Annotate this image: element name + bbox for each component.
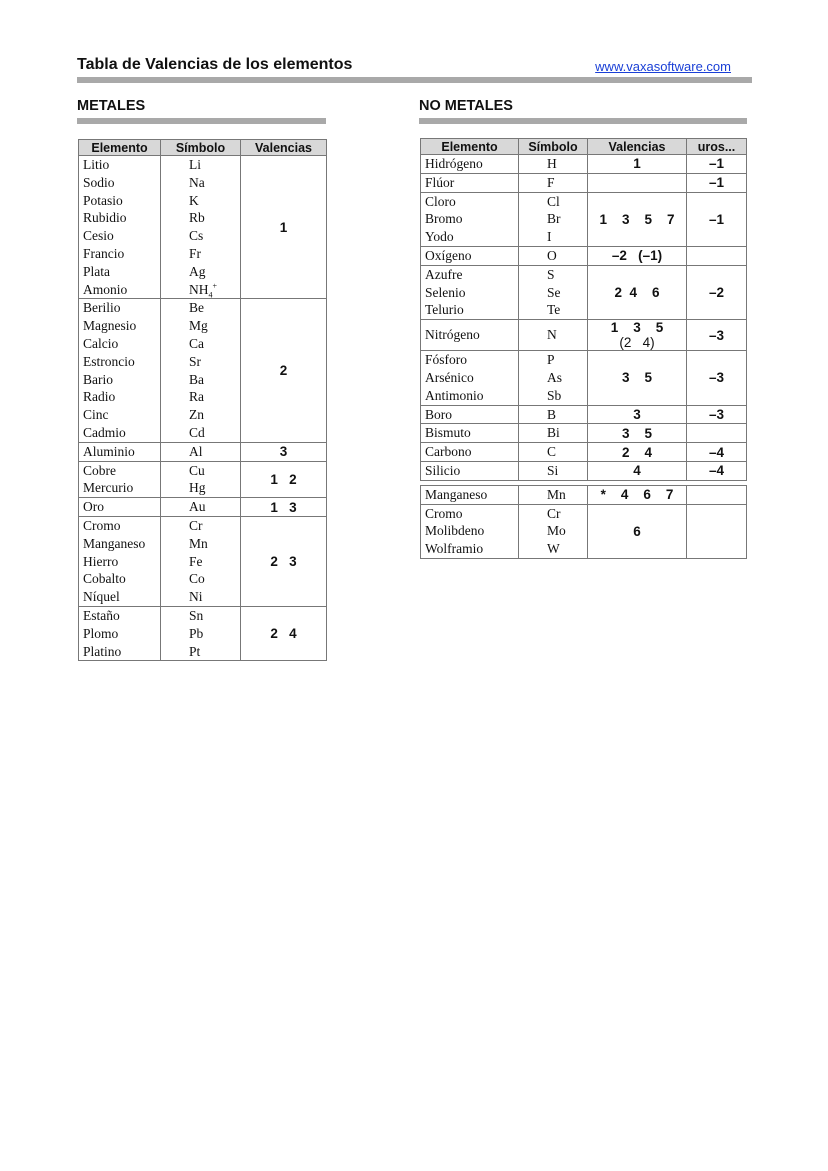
- element-symbol: Se: [547, 284, 561, 300]
- valencias-cell: [588, 461, 687, 480]
- element-name: Fósforo: [425, 352, 468, 368]
- element-symbols-cell: [161, 516, 241, 606]
- element-symbol: Ca: [189, 335, 204, 351]
- element-symbol: K: [189, 192, 199, 208]
- valencias-value: 2 4 6: [614, 284, 660, 300]
- valencias-value: 3 5: [621, 425, 653, 441]
- element-name: Hierro: [83, 553, 119, 569]
- element-symbols-cell: [519, 504, 588, 558]
- element-names-cell: [79, 442, 161, 461]
- element-symbol: Bi: [547, 425, 560, 441]
- valencias-value: * 4 6 7: [600, 487, 674, 503]
- element-symbol: Cu: [189, 462, 205, 478]
- element-name: Yodo: [425, 229, 454, 245]
- element-symbol: As: [547, 369, 563, 385]
- column-header: Valencias: [241, 140, 327, 156]
- element-symbol: Si: [547, 462, 559, 478]
- valencias-value: 1 3: [270, 499, 297, 515]
- element-names-cell: [79, 156, 161, 299]
- element-name: Cobalto: [83, 571, 126, 587]
- element-name: Plata: [83, 263, 110, 279]
- element-symbol: Fe: [189, 553, 203, 569]
- element-symbol: B: [547, 406, 557, 422]
- negative-valence-cell: –2: [687, 265, 747, 319]
- element-names-cell: [79, 461, 161, 498]
- element-name: Magnesio: [83, 318, 137, 334]
- valencias-cell: [588, 405, 687, 424]
- element-symbol: H: [547, 156, 557, 171]
- element-name: Molibdeno: [425, 523, 485, 539]
- element-name: Cromo: [83, 517, 121, 533]
- element-symbol: Sr: [189, 353, 202, 369]
- valencias-value: 2 4: [621, 444, 653, 460]
- table-row: [79, 299, 327, 442]
- element-symbol: Rb: [189, 210, 205, 226]
- element-name: Flúor: [425, 174, 455, 190]
- element-symbol: Sn: [189, 607, 204, 623]
- element-symbol: Sb: [547, 387, 562, 403]
- element-name: Oro: [83, 499, 104, 515]
- element-names-cell: [79, 516, 161, 606]
- negative-valence-cell: [687, 485, 747, 504]
- element-symbol: Zn: [189, 407, 204, 423]
- table-row: [421, 405, 747, 424]
- table-row: [421, 424, 747, 443]
- element-names-cell: [421, 424, 519, 443]
- element-name: Azufre: [425, 266, 463, 282]
- valencias-value: 3: [279, 444, 288, 460]
- negative-valence-cell: –1: [687, 192, 747, 246]
- column-header: Valencias: [588, 139, 687, 155]
- element-name: Oxígeno: [425, 247, 472, 263]
- table-row: [421, 173, 747, 192]
- valencias-cell: [588, 155, 687, 174]
- element-name: Selenio: [425, 284, 466, 300]
- element-symbols-cell: [519, 405, 588, 424]
- element-symbols-cell: [161, 299, 241, 442]
- no-metales-rule: [419, 118, 747, 124]
- table-row: [79, 461, 327, 498]
- element-name: Hidrógeno: [425, 156, 483, 171]
- element-symbol: Co: [189, 571, 205, 587]
- element-names-cell: [421, 265, 519, 319]
- valencias-cell: [588, 246, 687, 265]
- element-name: Aluminio: [83, 443, 135, 459]
- negative-valence-cell: –3: [687, 405, 747, 424]
- element-symbol: Mn: [189, 535, 208, 551]
- element-symbols-cell: [519, 351, 588, 405]
- valencias-cell: [588, 351, 687, 405]
- valencias-cell: [241, 156, 327, 299]
- ammonium-subscript: 4: [208, 290, 213, 300]
- element-name: Mercurio: [83, 480, 134, 496]
- element-name: Platino: [83, 643, 122, 659]
- element-symbols-cell: [519, 192, 588, 246]
- element-symbol: Ag: [189, 263, 206, 279]
- element-name: Estroncio: [83, 353, 135, 369]
- valencias-cell: [241, 606, 327, 660]
- valencias-cell: [241, 516, 327, 606]
- element-symbol: Cr: [189, 517, 203, 533]
- element-name: Cesio: [83, 228, 114, 244]
- element-name: Silicio: [425, 462, 461, 478]
- element-symbols-cell: [519, 246, 588, 265]
- element-name: Nitrógeno: [425, 327, 480, 343]
- element-symbol: Na: [189, 174, 205, 190]
- valencias-cell: [588, 173, 687, 192]
- element-symbol: Au: [189, 499, 206, 515]
- element-name: Cinc: [83, 407, 109, 423]
- element-symbol: Mo: [547, 523, 566, 539]
- element-name: Bromo: [425, 211, 463, 227]
- header-rule: [77, 77, 752, 83]
- element-names-cell: [421, 320, 519, 351]
- valencias-value: 3: [633, 406, 641, 422]
- element-names-cell: [421, 192, 519, 246]
- element-symbol: Be: [189, 300, 204, 316]
- valencias-value-secondary: (2 4): [619, 335, 655, 351]
- valencias-value: 1: [633, 156, 641, 172]
- element-symbol: Pt: [189, 643, 201, 659]
- negative-valence-cell: –3: [687, 320, 747, 351]
- element-symbol: Br: [547, 211, 561, 227]
- element-symbol: P: [547, 352, 555, 368]
- element-name: Wolframio: [425, 541, 484, 557]
- element-names-cell: [79, 299, 161, 442]
- valencias-value: 4: [633, 463, 641, 479]
- website-link[interactable]: www.vaxasoftware.com: [595, 59, 731, 74]
- ammonium-superscript: +: [212, 281, 218, 291]
- valencias-value: –2 (–1): [611, 248, 663, 264]
- element-symbol: Ba: [189, 371, 204, 387]
- table-row: [421, 265, 747, 319]
- valencias-value: 1 3 5: [610, 320, 664, 336]
- element-name: Calcio: [83, 335, 119, 351]
- element-name: Cadmio: [83, 424, 126, 440]
- element-symbol: Cd: [189, 424, 205, 440]
- element-symbols-cell: [161, 606, 241, 660]
- element-symbols-cell: [161, 498, 241, 517]
- element-name: Bario: [83, 371, 113, 387]
- element-name: Níquel: [83, 589, 120, 605]
- table-header-row: [421, 139, 747, 155]
- element-names-cell: [421, 405, 519, 424]
- negative-valence-cell: [687, 424, 747, 443]
- page-title: Tabla de Valencias de los elementos: [77, 56, 353, 73]
- element-names-cell: [421, 504, 519, 558]
- element-name: Cromo: [425, 505, 463, 521]
- element-symbols-cell: [519, 265, 588, 319]
- element-symbol: Mg: [189, 318, 208, 334]
- element-symbol: Te: [547, 302, 561, 318]
- element-name: Cobre: [83, 462, 116, 478]
- element-name: Potasio: [83, 192, 123, 208]
- element-symbol: Fr: [189, 245, 202, 261]
- element-name: Sodio: [83, 174, 115, 190]
- valencias-value: 6: [633, 523, 641, 539]
- element-names-cell: [421, 485, 519, 504]
- table-row: [421, 461, 747, 480]
- element-names-cell: [421, 246, 519, 265]
- element-symbols-cell: [161, 156, 241, 299]
- element-name: Radio: [83, 389, 116, 405]
- element-names-cell: [421, 155, 519, 174]
- table-row: [421, 485, 747, 504]
- negative-valence-cell: –4: [687, 461, 747, 480]
- valencias-cell: [241, 442, 327, 461]
- element-symbols-cell: [519, 155, 588, 174]
- element-name: Estaño: [83, 607, 120, 623]
- element-symbol: Li: [189, 157, 201, 172]
- valencias-value: 1 2: [270, 471, 297, 487]
- no-metales-title: NO METALES: [419, 98, 513, 114]
- table-row: [421, 192, 747, 246]
- element-names-cell: [79, 606, 161, 660]
- valencias-cell: [588, 504, 687, 558]
- column-header: Elemento: [421, 139, 519, 155]
- negative-valence-cell: –3: [687, 351, 747, 405]
- element-symbols-cell: [161, 442, 241, 461]
- element-names-cell: [421, 173, 519, 192]
- valencias-cell: [588, 443, 687, 462]
- table-row: [421, 246, 747, 265]
- element-symbols-cell: [519, 485, 588, 504]
- table-row: [421, 443, 747, 462]
- element-name: Manganeso: [425, 486, 488, 502]
- column-header: uros...: [687, 139, 747, 155]
- element-symbol: Ni: [189, 589, 203, 605]
- column-header: Símbolo: [519, 139, 588, 155]
- element-name: Berilio: [83, 300, 121, 316]
- table-row: [79, 442, 327, 461]
- element-symbol: Pb: [189, 625, 204, 641]
- table-row: [79, 156, 327, 299]
- element-symbols-cell: [519, 173, 588, 192]
- element-symbol: $NH_4^+$: [189, 281, 218, 300]
- element-name: Arsénico: [425, 369, 474, 385]
- element-name: Plomo: [83, 625, 119, 641]
- table-row: [421, 155, 747, 174]
- negative-valence-cell: [687, 246, 747, 265]
- valencias-cell: [588, 485, 687, 504]
- table-header-row: [79, 140, 327, 156]
- table-row: [421, 351, 747, 405]
- element-symbols-cell: [519, 443, 588, 462]
- negative-valence-cell: –4: [687, 443, 747, 462]
- no-metales-table: [420, 138, 747, 559]
- element-names-cell: [421, 351, 519, 405]
- element-name: Bismuto: [425, 425, 471, 441]
- element-symbol: I: [547, 229, 552, 245]
- element-symbols-cell: [519, 424, 588, 443]
- element-symbol: O: [547, 247, 557, 263]
- element-symbol: Cs: [189, 228, 204, 244]
- element-symbols-cell: [519, 461, 588, 480]
- valencias-value: 1 3 5 7: [599, 211, 675, 227]
- negative-valence-cell: [687, 504, 747, 558]
- element-name: Litio: [83, 157, 110, 172]
- element-symbol: Ra: [189, 389, 204, 405]
- element-names-cell: [421, 443, 519, 462]
- element-name: Boro: [425, 406, 452, 422]
- valencias-value: 1: [279, 219, 288, 235]
- element-names-cell: [79, 498, 161, 517]
- table-row: [421, 320, 747, 351]
- element-name: Manganeso: [83, 535, 146, 551]
- table-row: [79, 516, 327, 606]
- negative-valence-cell: –1: [687, 173, 747, 192]
- table-row: [421, 504, 747, 558]
- column-header: Símbolo: [161, 140, 241, 156]
- valencias-value: 2 3: [270, 553, 297, 569]
- valencias-cell: [588, 192, 687, 246]
- element-symbol: Hg: [189, 480, 206, 496]
- element-name: Amonio: [83, 281, 128, 297]
- element-symbol: Al: [189, 443, 203, 459]
- element-symbol: N: [547, 327, 557, 343]
- element-symbols-cell: [519, 320, 588, 351]
- element-name: Francio: [83, 245, 125, 261]
- valencias-cell: [588, 320, 687, 351]
- element-symbol: F: [547, 174, 555, 190]
- element-name: Rubidio: [83, 210, 127, 226]
- valencias-value: 2: [279, 363, 288, 379]
- valencias-value: 3 5: [621, 370, 653, 386]
- element-symbol: C: [547, 444, 557, 460]
- table-row: [79, 606, 327, 660]
- element-name: Antimonio: [425, 387, 484, 403]
- negative-valence-cell: –1: [687, 155, 747, 174]
- table-row: [79, 498, 327, 517]
- valencias-cell: [241, 299, 327, 442]
- metales-rule: [77, 118, 326, 124]
- element-symbol: W: [547, 541, 560, 557]
- valencias-value: 2 4: [270, 626, 297, 642]
- element-symbol: Cl: [547, 193, 560, 209]
- element-names-cell: [421, 461, 519, 480]
- metales-title: METALES: [77, 98, 146, 114]
- element-symbols-cell: [161, 461, 241, 498]
- element-name: Telurio: [425, 302, 464, 318]
- element-name: Carbono: [425, 444, 472, 460]
- element-symbol: S: [547, 266, 555, 282]
- element-name: Cloro: [425, 193, 456, 209]
- metales-table: [78, 139, 327, 661]
- element-symbol: Mn: [547, 486, 566, 502]
- element-symbol: Cr: [547, 505, 561, 521]
- valencias-cell: [241, 461, 327, 498]
- column-header: Elemento: [79, 140, 161, 156]
- valencias-cell: [241, 498, 327, 517]
- valencias-cell: [588, 265, 687, 319]
- valencias-cell: [588, 424, 687, 443]
